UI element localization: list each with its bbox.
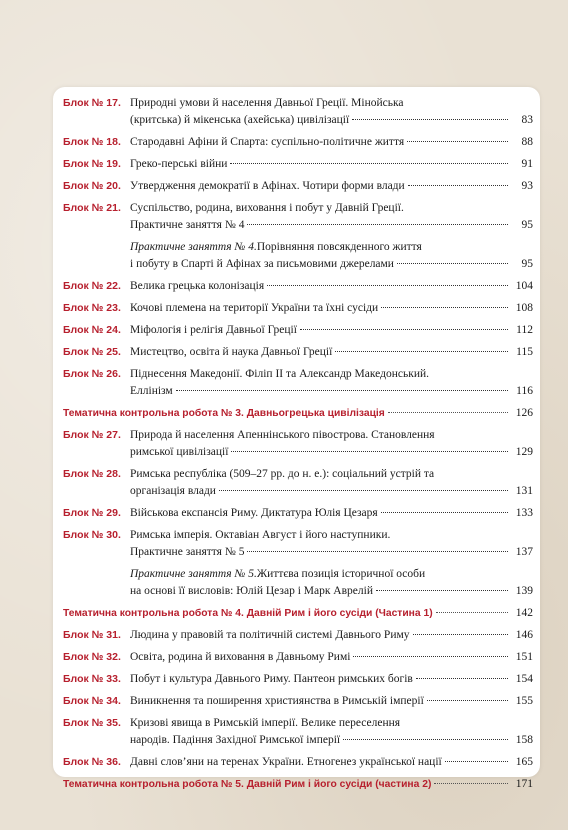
toc-block-entry[interactable]: [63, 366, 533, 400]
dot-leader: [219, 490, 508, 491]
entry-line-text: Людина у правовій та політичній системі Давнього Риму: [130, 629, 410, 641]
block-label: Блок № 20.: [63, 180, 121, 192]
entry-line-text: організація влади: [130, 485, 216, 497]
toc-block-entry[interactable]: [63, 178, 533, 195]
entry-text: [130, 95, 533, 129]
dot-leader: [381, 512, 508, 513]
toc-practice-entry[interactable]: [63, 239, 533, 273]
block-label: Блок № 26.: [63, 368, 121, 380]
dot-leader: [427, 700, 508, 701]
entry-line-text: Порівняння повсякденного життя: [256, 241, 422, 253]
toc-block-entry[interactable]: [63, 95, 533, 129]
dot-leader: [247, 224, 508, 225]
toc-block-entry[interactable]: [63, 671, 533, 688]
dot-leader: [413, 634, 508, 635]
entry-line: [130, 134, 533, 151]
control-work-title: Тематична контрольна робота № 4. Давній Рим і його сусіди (Частина 1): [63, 608, 433, 619]
entry-line-text: Виникнення та поширення християнства в Римській імперії: [130, 695, 424, 707]
page-number: 126: [515, 407, 533, 419]
entry-text: [130, 278, 533, 295]
block-label: Блок № 25.: [63, 346, 121, 358]
page-number: 112: [516, 324, 533, 336]
entry-line: [130, 444, 533, 461]
page-number: 154: [515, 673, 533, 685]
toc-block-entry[interactable]: [63, 715, 533, 749]
practice-label: Практичне заняття № 4.: [130, 241, 257, 253]
dot-leader: [230, 163, 508, 164]
page-number: 155: [515, 695, 533, 707]
block-label: Блок № 17.: [63, 97, 121, 109]
block-label: Блок № 23.: [63, 302, 121, 314]
toc-block-entry[interactable]: [63, 505, 533, 522]
entry-line: [130, 754, 533, 771]
entry-line: [130, 366, 533, 383]
control-work-title: Тематична контрольна робота № 5. Давній Рим і його сусіди (частина 2): [63, 779, 432, 790]
entry-line: [130, 671, 533, 688]
page-number: 171: [515, 778, 533, 790]
entry-line: [130, 95, 533, 112]
dot-leader: [343, 739, 508, 740]
block-label: Блок № 31.: [63, 629, 121, 641]
toc-block-entry[interactable]: [63, 300, 533, 317]
entry-line-text: Освіта, родина й виховання в Давньому Римі: [130, 651, 351, 663]
toc-block-entry[interactable]: [63, 344, 533, 361]
entry-line: [130, 217, 533, 234]
entry-text: [130, 671, 533, 688]
page-number: 142: [515, 607, 533, 619]
entry-line-text: Побут і культура Давнього Риму. Пантеон римських богів: [130, 673, 413, 685]
entry-line: [130, 278, 533, 295]
page-number: 137: [515, 546, 533, 558]
entry-text: [130, 322, 533, 339]
entry-line: [130, 483, 533, 500]
block-label: Блок № 24.: [63, 324, 121, 336]
entry-text: [130, 566, 533, 600]
dot-leader: [381, 307, 508, 308]
entry-line-text: (критська) й мікенська (ахейська) цивілізації: [130, 114, 350, 126]
toc-block-entry[interactable]: [63, 134, 533, 151]
entry-text: [130, 627, 533, 644]
dot-leader: [436, 612, 508, 613]
entry-line: [130, 566, 533, 583]
entry-text: [130, 366, 533, 400]
block-label: Блок № 34.: [63, 695, 121, 707]
toc-block-entry[interactable]: [63, 427, 533, 461]
page-number: 146: [515, 629, 533, 641]
page-number: 115: [516, 346, 533, 358]
page-number: 116: [516, 385, 533, 397]
dot-leader: [231, 451, 508, 452]
dot-leader: [445, 761, 508, 762]
entry-line-text: Утвердження демократії в Афінах. Чотири форми влади: [130, 180, 405, 192]
entry-text: [130, 156, 533, 173]
entry-line: [130, 200, 533, 217]
toc-control-entry[interactable]: [63, 405, 533, 422]
entry-line: [130, 112, 533, 129]
entry-line: [130, 732, 533, 749]
table-of-contents: [63, 95, 533, 798]
dot-leader: [176, 390, 508, 391]
block-label: Блок № 21.: [63, 202, 121, 214]
toc-block-entry[interactable]: [63, 278, 533, 295]
dot-leader: [407, 141, 508, 142]
entry-text: [130, 300, 533, 317]
entry-line-text: на основі її висловів: Юлій Цезар і Марк Аврелій: [130, 585, 373, 597]
dot-leader: [335, 351, 508, 352]
practice-label: Практичне заняття № 5.: [130, 568, 257, 580]
entry-line-text: Римська імперія. Октавіан Август і його наступники.: [130, 529, 391, 541]
entry-line-text: Мистецтво, освіта й наука Давньої Греції: [130, 346, 333, 358]
page-number: 91: [521, 158, 533, 170]
entry-line-text: Кочові племена на території України та їхні сусіди: [130, 302, 379, 314]
page-number: 165: [515, 756, 533, 768]
toc-block-entry[interactable]: [63, 527, 533, 561]
entry-line: [130, 427, 533, 444]
entry-line-text: Військова експансія Риму. Диктатура Юлія Цезаря: [130, 507, 378, 519]
entry-line-text: Римська республіка (509–27 рр. до н. е.): соціальний устрій та: [130, 468, 435, 480]
toc-block-entry[interactable]: [63, 466, 533, 500]
entry-text: [130, 134, 533, 151]
page-number: 139: [515, 585, 533, 597]
block-label: Блок № 27.: [63, 429, 121, 441]
entry-line: [130, 627, 533, 644]
entry-line-text: римської цивілізації: [130, 446, 229, 458]
entry-text: [130, 505, 533, 522]
toc-block-entry[interactable]: [63, 156, 533, 173]
entry-line-text: Природні умови й населення Давньої Греції. Мінойська: [130, 97, 404, 109]
entry-line: [130, 383, 533, 400]
entry-text: [130, 715, 533, 749]
block-label: Блок № 19.: [63, 158, 121, 170]
block-label: Блок № 29.: [63, 507, 121, 519]
entry-line-text: Природа й населення Апеннінського півострова. Становлення: [130, 429, 435, 441]
dot-leader: [300, 329, 508, 330]
page-number: 88: [521, 136, 533, 148]
entry-line: [130, 527, 533, 544]
entry-line-text: Еллінізм: [130, 385, 173, 397]
entry-line-text: Практичне заняття № 5: [130, 546, 245, 558]
dot-leader: [397, 263, 508, 264]
entry-line: [130, 156, 533, 173]
dot-leader: [416, 678, 508, 679]
page-number: 95: [521, 219, 533, 231]
page-number: 93: [521, 180, 533, 192]
entry-text: [130, 178, 533, 195]
entry-line-text: Велика грецька колонізація: [130, 280, 265, 292]
block-label: Блок № 32.: [63, 651, 121, 663]
page-number: 95: [521, 258, 533, 270]
entry-line-text: Життєва позиція історичної особи: [256, 568, 426, 580]
entry-line-text: народів. Падіння Західної Римської імперії: [130, 734, 341, 746]
toc-block-entry[interactable]: [63, 754, 533, 771]
toc-control-entry[interactable]: [63, 776, 533, 793]
dot-leader: [388, 412, 508, 413]
entry-text: [130, 239, 533, 273]
page-number: 129: [515, 446, 533, 458]
block-label: Блок № 33.: [63, 673, 121, 685]
dot-leader: [434, 783, 508, 784]
dot-leader: [267, 285, 508, 286]
entry-line: [130, 715, 533, 732]
entry-line: [130, 649, 533, 666]
page-number: 131: [515, 485, 533, 497]
block-label: Блок № 30.: [63, 529, 121, 541]
entry-line: [130, 178, 533, 195]
entry-text: [130, 527, 533, 561]
entry-line: [130, 693, 533, 710]
entry-line-text: Міфологія і релігія Давньої Греції: [130, 324, 297, 336]
entry-text: [130, 649, 533, 666]
entry-text: [130, 693, 533, 710]
document-page: [53, 87, 540, 790]
entry-text: [130, 344, 533, 361]
page-number: 108: [515, 302, 533, 314]
entry-text: [130, 427, 533, 461]
page-number: 151: [515, 651, 533, 663]
entry-line-text: Давні слов’яни на теренах України. Етногенез української нації: [130, 756, 442, 768]
entry-line: [130, 322, 533, 339]
toc-block-entry[interactable]: [63, 649, 533, 666]
entry-line-text: Стародавні Афіни й Спарта: суспільно-політичне життя: [130, 136, 405, 148]
block-label: Блок № 28.: [63, 468, 121, 480]
block-label: Блок № 18.: [63, 136, 121, 148]
entry-line-text: Греко-перські війни: [130, 158, 228, 170]
entry-line-text: Кризові явища в Римській імперії. Велике переселення: [130, 717, 401, 729]
dot-leader: [376, 590, 508, 591]
toc-block-entry[interactable]: [63, 200, 533, 234]
entry-text: [130, 200, 533, 234]
entry-line: [130, 544, 533, 561]
entry-line: [130, 239, 533, 256]
toc-control-entry[interactable]: [63, 605, 533, 622]
entry-line-text: Суспільство, родина, виховання і побут у Давній Греції.: [130, 202, 404, 214]
page-number: 158: [515, 734, 533, 746]
page-number: 104: [515, 280, 533, 292]
block-label: Блок № 22.: [63, 280, 121, 292]
entry-line: [130, 256, 533, 273]
toc-block-entry[interactable]: [63, 322, 533, 339]
entry-line-text: і побуту в Спарті й Афінах за письмовими джерелами: [130, 258, 394, 270]
entry-text: [130, 466, 533, 500]
entry-text: [130, 754, 533, 771]
entry-line: [130, 583, 533, 600]
block-label: Блок № 35.: [63, 717, 121, 729]
block-label: Блок № 36.: [63, 756, 121, 768]
entry-line-text: Практичне заняття № 4: [130, 219, 245, 231]
toc-block-entry[interactable]: [63, 627, 533, 644]
entry-line: [130, 300, 533, 317]
dot-leader: [408, 185, 508, 186]
entry-line-text: Піднесення Македонії. Філіп ІІ та Александр Македонський.: [130, 368, 430, 380]
entry-line: [130, 505, 533, 522]
toc-block-entry[interactable]: [63, 693, 533, 710]
page-number: 83: [521, 114, 533, 126]
control-work-title: Тематична контрольна робота № 3. Давньогрецька цивілізація: [63, 408, 385, 419]
dot-leader: [353, 656, 508, 657]
dot-leader: [352, 119, 508, 120]
entry-line: [130, 466, 533, 483]
page-number: 133: [515, 507, 533, 519]
entry-line: [130, 344, 533, 361]
dot-leader: [247, 551, 508, 552]
toc-practice-entry[interactable]: [63, 566, 533, 600]
